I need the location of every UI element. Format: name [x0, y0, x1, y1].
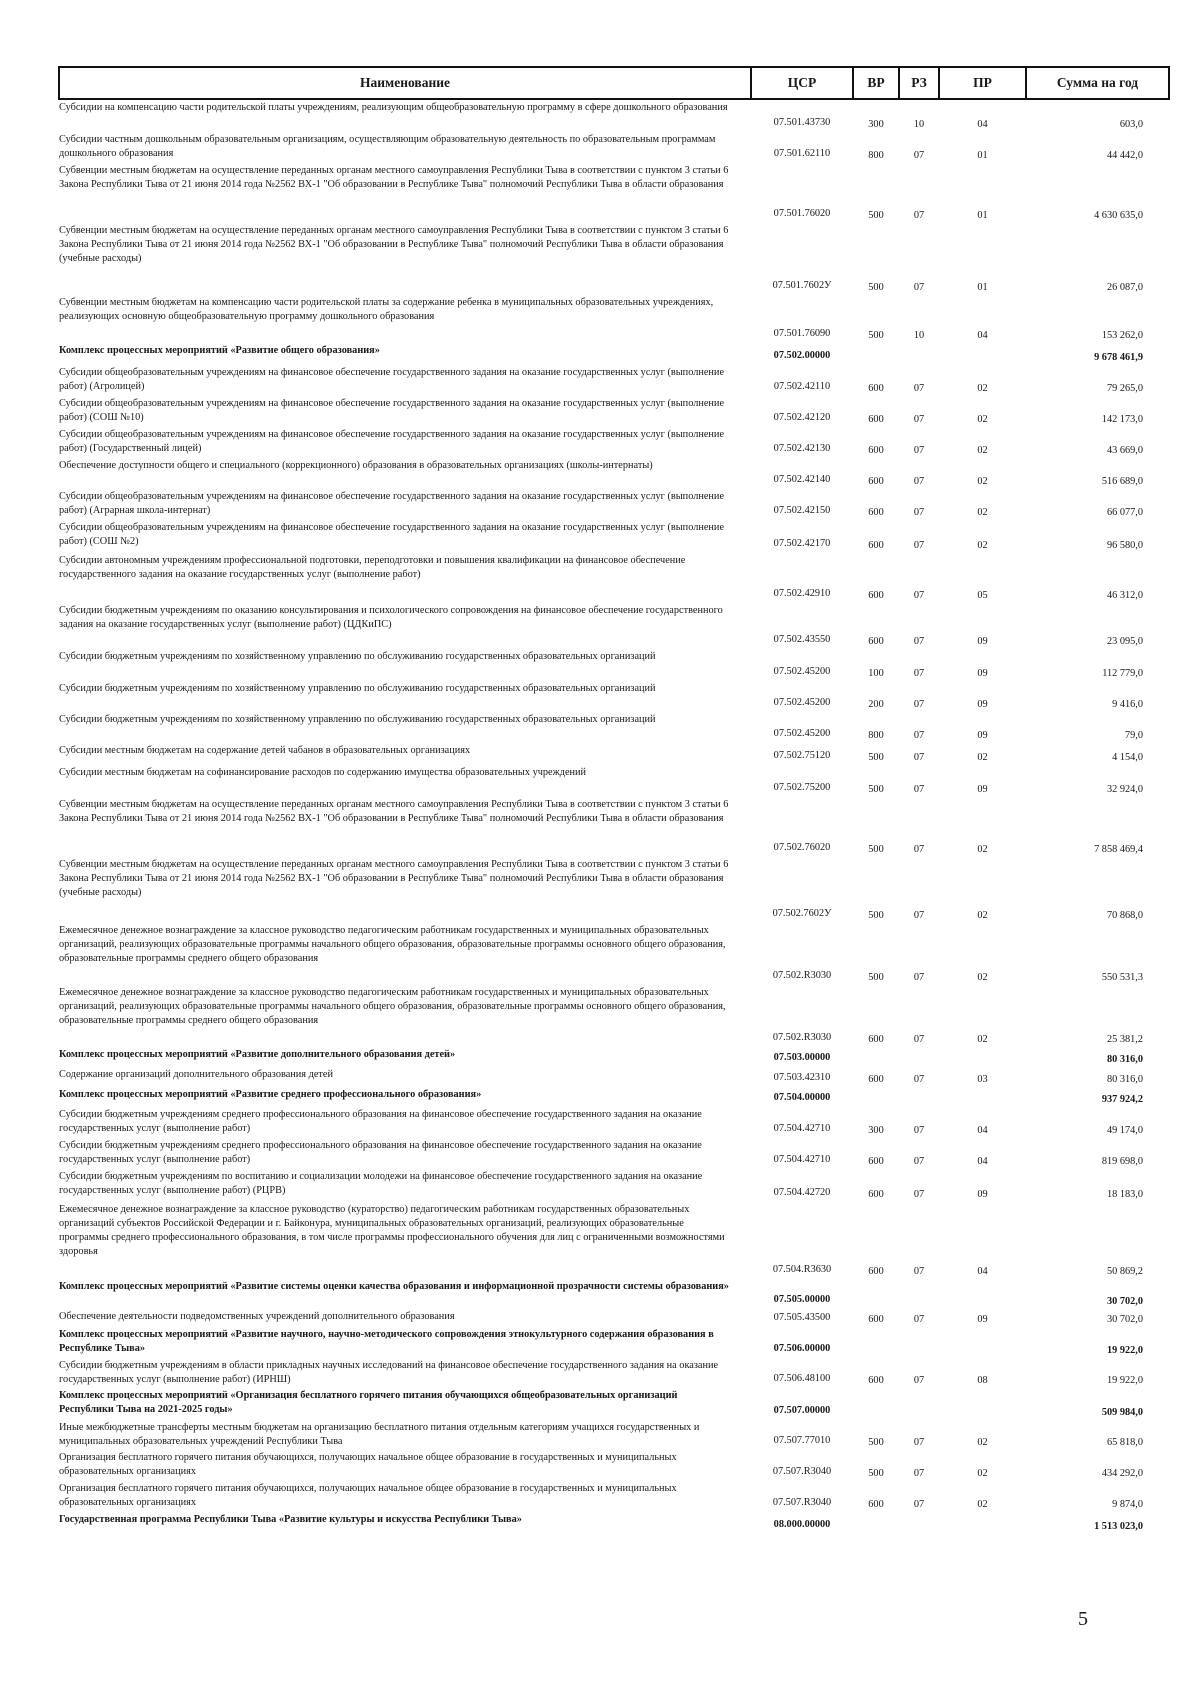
cell-csr: 07.504.42720: [773, 1187, 831, 1198]
cell-pr: 09: [977, 1189, 988, 1200]
table-row: [59, 1067, 1169, 1087]
cell-vr: 600: [868, 383, 884, 394]
cell-csr: 07.501.62110: [773, 148, 831, 159]
cell-sum: 9 874,0: [1112, 1499, 1143, 1510]
cell-pr: [939, 1279, 1026, 1309]
cell-pr: 09: [977, 636, 988, 647]
cell-name: Субсидии бюджетным учреждениям по хозяйственному управлению по обслуживанию государственных образовательных организаций: [59, 651, 656, 662]
cell-rz: 07: [913, 1266, 925, 1277]
cell-pr: 04: [977, 330, 988, 341]
cell-rz: 07: [913, 1468, 925, 1479]
header-pr: ПР: [939, 67, 1026, 99]
cell-pr: 09: [977, 668, 988, 679]
cell-vr: 500: [868, 1437, 884, 1448]
cell-pr: 01: [977, 150, 988, 161]
cell-rz: 07: [913, 636, 925, 647]
cell-vr: 600: [868, 507, 884, 518]
header-vr: ВР: [853, 67, 899, 99]
cell-rz: 10: [913, 330, 925, 341]
cell-name: Субвенции местным бюджетам на осуществление переданных органам местного самоуправления Республики Тыва в соответствии с пунктом 3 статьи 6 Закона Республики Тыва от 21 июня 2014 года №2562 ВХ-1 "Об образовании в Республике Тыва" полномочий Республики Тыва в области образования: [59, 799, 729, 824]
cell-name: Содержание организаций дополнительного образования детей: [59, 1069, 333, 1080]
cell-vr: 600: [868, 445, 884, 456]
cell-pr: 02: [977, 910, 988, 921]
cell-vr: 100: [868, 668, 884, 679]
table-row: [59, 765, 1169, 797]
cell-sum: 23 095,0: [1106, 636, 1143, 647]
table-row: [59, 1450, 1169, 1481]
table-row: [59, 1138, 1169, 1169]
cell-rz: 07: [913, 1189, 925, 1200]
cell-vr: 500: [868, 282, 884, 293]
cell-name: Организация бесплатного горячего питания обучающихся, получающих начальное общее образование в государственных и муниципальных образовательных организациях: [59, 1452, 677, 1477]
cell-sum: 44 442,0: [1106, 150, 1143, 161]
cell-vr: [853, 1279, 899, 1309]
table-row: [59, 163, 1169, 223]
cell-pr: 02: [977, 540, 988, 551]
cell-pr: 05: [977, 590, 988, 601]
cell-sum: 79 265,0: [1106, 383, 1143, 394]
cell-pr: 02: [977, 1499, 988, 1510]
cell-pr: 02: [977, 1468, 988, 1479]
table-row: [59, 1202, 1169, 1279]
cell-sum: 49 174,0: [1106, 1125, 1143, 1136]
cell-vr: 600: [868, 476, 884, 487]
cell-name: Субсидии на компенсацию части родительской платы учреждениям, реализующим общеобразовательную программу в сфере дошкольного образования: [59, 102, 728, 113]
table-row: [59, 1358, 1169, 1388]
cell-name: Комплекс процессных мероприятий «Развитие общего образования»: [59, 345, 380, 356]
cell-name: Субсидии автономным учреждениям профессиональной подготовки, переподготовки и повышения квалификации на финансовое обеспечение государственного задания на оказание государственных услуг (выполнение работ): [59, 555, 686, 580]
cell-sum: 79,0: [1124, 730, 1143, 741]
cell-rz: 07: [913, 1074, 925, 1085]
cell-pr: 02: [977, 1437, 988, 1448]
page-number: 5: [1078, 1608, 1088, 1630]
budget-table: [58, 66, 1170, 1534]
document-page: [58, 66, 1168, 1534]
cell-sum: 509 984,0: [1101, 1407, 1143, 1418]
cell-name: Ежемесячное денежное вознаграждение за классное руководство педагогическим работникам государственных и муниципальных образовательных организаций, реализующих образовательные программы начального общего образования, образовательные программы основного общего образования, образовательные программы среднего общего образования: [59, 925, 726, 964]
cell-vr: [853, 343, 899, 365]
cell-rz: 07: [913, 752, 925, 763]
cell-csr: 07.502.42910: [773, 588, 831, 599]
cell-pr: 09: [977, 699, 988, 710]
header-name: Наименование: [59, 67, 751, 99]
cell-sum: 50 869,2: [1106, 1266, 1143, 1277]
cell-pr: 04: [977, 1266, 988, 1277]
cell-vr: 600: [868, 636, 884, 647]
cell-vr: 300: [868, 119, 884, 130]
cell-sum: 1 513 023,0: [1094, 1521, 1143, 1532]
cell-pr: [939, 1327, 1026, 1358]
cell-vr: 600: [868, 1189, 884, 1200]
cell-vr: [853, 1047, 899, 1067]
cell-csr: 07.501.43730: [773, 117, 831, 128]
cell-csr: 07.504.00000: [773, 1092, 831, 1103]
table-row: [59, 553, 1169, 603]
cell-csr: 07.502.43550: [773, 634, 831, 645]
cell-csr: 07.502.75120: [773, 750, 831, 761]
cell-sum: 66 077,0: [1106, 507, 1143, 518]
cell-rz: 07: [913, 507, 925, 518]
cell-rz: [899, 1087, 939, 1107]
cell-sum: 112 779,0: [1102, 668, 1143, 679]
cell-name: Субсидии общеобразовательным учреждениям на финансовое обеспечение государственного задания на оказание государственных услуг (выполнение работ) (Государственный лицей): [59, 429, 725, 454]
cell-csr: 07.505.43500: [773, 1312, 831, 1323]
cell-csr: 07.502.45200: [773, 697, 831, 708]
cell-vr: 500: [868, 910, 884, 921]
table-row: [59, 427, 1169, 458]
cell-csr: 07.502.45200: [773, 728, 831, 739]
section-row: [59, 1087, 1169, 1107]
table-row: [59, 489, 1169, 520]
cell-rz: 07: [913, 699, 925, 710]
cell-sum: 19 922,0: [1106, 1345, 1143, 1356]
cell-name: Субсидии общеобразовательным учреждениям на финансовое обеспечение государственного задания на оказание государственных услуг (выполнение работ) (СОШ №2): [59, 522, 725, 547]
cell-pr: 02: [977, 476, 988, 487]
cell-csr: 07.502.76020: [773, 842, 831, 853]
cell-sum: 25 381,2: [1106, 1034, 1143, 1045]
cell-vr: 800: [868, 150, 884, 161]
cell-name: Субсидии местным бюджетам на содержание детей чабанов в образовательных организациях: [59, 745, 471, 756]
cell-rz: 10: [913, 119, 925, 130]
cell-csr: 07.502.42140: [773, 474, 831, 485]
cell-name: Субсидии общеобразовательным учреждениям на финансовое обеспечение государственного задания на оказание государственных услуг (выполнение работ) (Аграрная школа-интернат): [59, 491, 725, 516]
cell-pr: 02: [977, 844, 988, 855]
cell-rz: 07: [913, 540, 925, 551]
cell-rz: 07: [913, 910, 925, 921]
cell-name: Комплекс процессных мероприятий «Развитие среднего профессионального образования»: [59, 1089, 482, 1100]
cell-sum: 516 689,0: [1101, 476, 1143, 487]
cell-pr: [939, 343, 1026, 365]
cell-name: Субсидии бюджетным учреждениям по оказанию консультирования и психологического сопровождения на финансовое обеспечение государственного задания на оказание государственных услуг (выполнение работ) (ЦДКиПС): [59, 605, 723, 630]
cell-csr: 07.504.42710: [773, 1154, 831, 1165]
cell-pr: 02: [977, 1034, 988, 1045]
cell-vr: [853, 1388, 899, 1420]
section-row: [59, 1388, 1169, 1420]
section-row: [59, 1512, 1169, 1534]
header-rz: РЗ: [899, 67, 939, 99]
cell-vr: 500: [868, 210, 884, 221]
section-row: [59, 1279, 1169, 1309]
table-row: [59, 603, 1169, 649]
cell-csr: 07.502.75200: [773, 782, 831, 793]
cell-pr: 09: [977, 730, 988, 741]
cell-rz: 07: [913, 282, 925, 293]
cell-vr: 600: [868, 1156, 884, 1167]
table-row: [59, 1309, 1169, 1327]
cell-pr: 02: [977, 383, 988, 394]
cell-rz: [899, 1512, 939, 1534]
cell-pr: 01: [977, 282, 988, 293]
cell-pr: 02: [977, 972, 988, 983]
cell-pr: [939, 1512, 1026, 1534]
cell-name: Комплекс процессных мероприятий «Организация бесплатного горячего питания обучающихся общеобразовательных организаций Республики Тыва на 2021-2025 годы»: [59, 1390, 678, 1415]
section-row: [59, 343, 1169, 365]
cell-csr: 08.000.00000: [773, 1519, 831, 1530]
cell-rz: [899, 1388, 939, 1420]
cell-name: Субсидии общеобразовательным учреждениям на финансовое обеспечение государственного задания на оказание государственных услуг (выполнение работ) (Агролицей): [59, 367, 725, 392]
cell-pr: 09: [977, 1314, 988, 1325]
section-row: [59, 1047, 1169, 1067]
cell-name: Субсидии бюджетным учреждениям в области прикладных научных исследований на финансовое обеспечение государственного задания на оказание государственных услуг (выполнение работ) (ИРНШ): [59, 1360, 719, 1385]
cell-csr: 07.502.42120: [773, 412, 831, 423]
table-row: [59, 649, 1169, 681]
cell-rz: 07: [913, 668, 925, 679]
cell-name: Обеспечение доступности общего и специального (коррекционного) образования в образовательных организациях (школы-интернаты): [59, 460, 653, 471]
cell-pr: 01: [977, 210, 988, 221]
cell-sum: 819 698,0: [1101, 1156, 1143, 1167]
cell-sum: 26 087,0: [1106, 282, 1143, 293]
cell-rz: 07: [913, 1034, 925, 1045]
cell-sum: 603,0: [1119, 119, 1143, 130]
cell-name: Субвенции местным бюджетам на осуществление переданных органам местного самоуправления Республики Тыва в соответствии с пунктом 3 статьи 6 Закона Республики Тыва от 21 июня 2014 года №2562 ВХ-1 "Об образовании в Республике Тыва" полномочий Республики Тыва в области образования (учебные расходы): [59, 225, 729, 264]
cell-vr: 600: [868, 1034, 884, 1045]
cell-csr: 07.507.00000: [773, 1405, 831, 1416]
cell-name: Субсидии бюджетным учреждениям по хозяйственному управлению по обслуживанию государственных образовательных организаций: [59, 683, 656, 694]
cell-csr: 07.505.00000: [773, 1294, 831, 1305]
cell-csr: 07.502.42110: [773, 381, 831, 392]
cell-sum: 4 154,0: [1112, 752, 1143, 763]
cell-name: Обеспечение деятельности подведомственных учреждений дополнительного образования: [59, 1311, 455, 1322]
cell-vr: 500: [868, 1468, 884, 1479]
cell-sum: 9 678 461,9: [1094, 352, 1143, 363]
cell-rz: 07: [913, 1499, 925, 1510]
table-row: [59, 712, 1169, 743]
table-row: [59, 223, 1169, 295]
cell-name: Комплекс процессных мероприятий «Развитие дополнительного образования детей»: [59, 1049, 456, 1060]
cell-rz: 07: [913, 476, 925, 487]
cell-name: Организация бесплатного горячего питания обучающихся, получающих начальное общее образование в государственных и муниципальных образовательных организациях: [59, 1483, 677, 1508]
cell-vr: [853, 1327, 899, 1358]
cell-rz: [899, 1047, 939, 1067]
cell-name: Субсидии бюджетным учреждениям по хозяйственному управлению по обслуживанию государственных образовательных организаций: [59, 714, 656, 725]
cell-vr: 500: [868, 784, 884, 795]
cell-name: Ежемесячное денежное вознаграждение за классное руководство (кураторство) педагогическим работникам государственных образовательных организаций субъектов Российской Федерации и г. Байконура, муниципальных образовательных организаций, реализующих образовательные программы среднего профессионального образования, в том числе программы профессионального обучения для лиц с ограниченными возможностями здоровья: [59, 1204, 725, 1257]
cell-sum: 70 868,0: [1106, 910, 1143, 921]
cell-csr: 07.507.R3040: [772, 1497, 832, 1508]
table-body: [59, 99, 1169, 1534]
cell-name: Субсидии бюджетным учреждениям по воспитанию и социализации молодежи на финансовое обеспечение государственного задания на оказание государственных услуг (выполнение работ) (РЦРВ): [59, 1171, 703, 1196]
cell-name: Государственная программа Республики Тыва «Развитие культуры и искусства Республики Тыва»: [59, 1514, 522, 1525]
cell-pr: 02: [977, 752, 988, 763]
cell-rz: 07: [913, 1156, 925, 1167]
cell-rz: [899, 1279, 939, 1309]
cell-pr: 04: [977, 1125, 988, 1136]
cell-pr: [939, 1388, 1026, 1420]
cell-name: Субвенции местным бюджетам на компенсацию части родительской платы за содержание ребенка в муниципальных образовательных учреждениях, реализующих основную общеобразовательную программу дошкольного образования: [59, 297, 714, 322]
cell-vr: 600: [868, 1314, 884, 1325]
cell-csr: 07.502.00000: [773, 350, 831, 361]
cell-sum: 32 924,0: [1106, 784, 1143, 795]
section-row: [59, 1327, 1169, 1358]
header-csr: ЦСР: [751, 67, 853, 99]
cell-name: Субсидии бюджетным учреждениям среднего профессионального образования на финансовое обеспечение государственного задания на оказание государственных услуг (выполнение работ): [59, 1109, 702, 1134]
cell-name: Ежемесячное денежное вознаграждение за классное руководство педагогическим работникам государственных и муниципальных образовательных организаций, реализующих образовательные программы начального общего образования, образовательные программы основного общего образования, образовательные программы среднего общего образования: [59, 987, 726, 1026]
cell-csr: 07.507.R3040: [772, 1466, 832, 1477]
table-row: [59, 99, 1169, 132]
table-row: [59, 132, 1169, 163]
table-row: [59, 396, 1169, 427]
cell-vr: 500: [868, 972, 884, 983]
table-row: [59, 458, 1169, 489]
cell-pr: 03: [977, 1074, 988, 1085]
cell-name: Комплекс процессных мероприятий «Развитие системы оценки качества образования и информационной прозрачности системы образования»: [59, 1281, 729, 1292]
cell-rz: 07: [913, 1375, 925, 1386]
cell-csr: 07.502.42130: [773, 443, 831, 454]
cell-name: Субсидии местным бюджетам на софинансирование расходов по содержанию имущества образовательных учреждений: [59, 767, 587, 778]
cell-pr: 02: [977, 445, 988, 456]
cell-csr: 07.506.00000: [773, 1343, 831, 1354]
header-sum: Сумма на год: [1026, 67, 1169, 99]
cell-name: Субсидии общеобразовательным учреждениям на финансовое обеспечение государственного задания на оказание государственных услуг (выполнение работ) (СОШ №10): [59, 398, 725, 423]
cell-csr: 07.504.42710: [773, 1123, 831, 1134]
cell-name: Субсидии частным дошкольным образовательным организациям, осуществляющим образовательную деятельность по образовательным программам дошкольного образования: [59, 134, 716, 159]
cell-csr: 07.507.77010: [773, 1435, 831, 1446]
cell-pr: 02: [977, 414, 988, 425]
cell-csr: 07.502.7602У: [772, 908, 832, 919]
table-row: [59, 923, 1169, 985]
cell-csr: 07.502.R3030: [772, 1032, 832, 1043]
table-row: [59, 365, 1169, 396]
cell-vr: 200: [868, 699, 884, 710]
cell-name: Комплекс процессных мероприятий «Развитие научного, научно-методического сопровождения этнокультурного содержания образования в Республике Тыва»: [59, 1329, 714, 1354]
cell-name: Субвенции местным бюджетам на осуществление переданных органам местного самоуправления Республики Тыва в соответствии с пунктом 3 статьи 6 Закона Республики Тыва от 21 июня 2014 года №2562 ВХ-1 "Об образовании в Республике Тыва" полномочий Республики Тыва в области образования (учебные расходы): [59, 859, 729, 898]
cell-vr: 600: [868, 1375, 884, 1386]
cell-rz: 07: [913, 150, 925, 161]
cell-csr: 07.501.7602У: [772, 280, 832, 291]
table-row: [59, 857, 1169, 923]
table-header: [59, 67, 1169, 99]
cell-rz: 07: [913, 414, 925, 425]
cell-sum: 937 924,2: [1101, 1094, 1143, 1105]
cell-vr: 600: [868, 590, 884, 601]
cell-sum: 153 262,0: [1101, 330, 1143, 341]
cell-rz: 07: [913, 730, 925, 741]
cell-csr: 07.503.42310: [773, 1072, 831, 1083]
cell-csr: 07.506.48100: [773, 1373, 831, 1384]
cell-rz: 07: [913, 1125, 925, 1136]
cell-sum: 30 702,0: [1106, 1314, 1143, 1325]
cell-rz: 07: [913, 844, 925, 855]
cell-vr: 300: [868, 1125, 884, 1136]
cell-sum: 18 183,0: [1106, 1189, 1143, 1200]
cell-csr: 07.501.76020: [773, 208, 831, 219]
table-row: [59, 295, 1169, 343]
cell-sum: 19 922,0: [1106, 1375, 1143, 1386]
cell-vr: 800: [868, 730, 884, 741]
cell-rz: 07: [913, 1437, 925, 1448]
cell-sum: 9 416,0: [1112, 699, 1143, 710]
cell-pr: 04: [977, 1156, 988, 1167]
cell-rz: 07: [913, 972, 925, 983]
cell-vr: 500: [868, 844, 884, 855]
cell-csr: 07.502.42170: [773, 538, 831, 549]
cell-name: Субвенции местным бюджетам на осуществление переданных органам местного самоуправления Республики Тыва в соответствии с пунктом 3 статьи 6 Закона Республики Тыва от 21 июня 2014 года №2562 ВХ-1 "Об образовании в Республике Тыва" полномочий Республики Тыва в области образования: [59, 165, 729, 190]
table-row: [59, 520, 1169, 553]
cell-sum: 4 630 635,0: [1094, 210, 1143, 221]
cell-sum: 65 818,0: [1106, 1437, 1143, 1448]
table-row: [59, 1420, 1169, 1450]
table-row: [59, 797, 1169, 857]
cell-csr: 07.502.R3030: [772, 970, 832, 981]
cell-pr: 04: [977, 119, 988, 130]
cell-sum: 80 316,0: [1106, 1054, 1143, 1065]
cell-sum: 80 316,0: [1106, 1074, 1143, 1085]
cell-vr: 600: [868, 1266, 884, 1277]
cell-sum: 96 580,0: [1106, 540, 1143, 551]
cell-pr: [939, 1087, 1026, 1107]
cell-csr: 07.502.42150: [773, 505, 831, 516]
cell-csr: 07.504.R3630: [772, 1264, 832, 1275]
cell-sum: 43 669,0: [1106, 445, 1143, 456]
cell-rz: 07: [913, 445, 925, 456]
cell-name: Иные межбюджетные трансферты местным бюджетам на организацию бесплатного питания отдельным категориям учащихся государственных и муниципальных образовательных учреждений Республики Тыва: [59, 1422, 700, 1447]
cell-vr: 500: [868, 330, 884, 341]
cell-vr: 600: [868, 414, 884, 425]
cell-csr: 07.501.76090: [773, 328, 831, 339]
cell-rz: 07: [913, 784, 925, 795]
cell-vr: 500: [868, 752, 884, 763]
cell-pr: 09: [977, 784, 988, 795]
cell-rz: 07: [913, 1314, 925, 1325]
cell-vr: 600: [868, 1074, 884, 1085]
cell-rz: [899, 343, 939, 365]
cell-rz: 07: [913, 383, 925, 394]
cell-sum: 434 292,0: [1101, 1468, 1143, 1479]
table-row: [59, 743, 1169, 765]
cell-sum: 46 312,0: [1106, 590, 1143, 601]
cell-pr: [939, 1047, 1026, 1067]
cell-vr: 600: [868, 540, 884, 551]
cell-rz: [899, 1327, 939, 1358]
cell-rz: 07: [913, 590, 925, 601]
cell-csr: 07.502.45200: [773, 666, 831, 677]
cell-csr: 07.503.00000: [773, 1052, 831, 1063]
table-row: [59, 1169, 1169, 1202]
cell-sum: 142 173,0: [1101, 414, 1143, 425]
table-row: [59, 681, 1169, 712]
table-row: [59, 1481, 1169, 1512]
cell-vr: [853, 1512, 899, 1534]
cell-sum: 550 531,3: [1101, 972, 1143, 983]
table-row: [59, 985, 1169, 1047]
cell-sum: 30 702,0: [1106, 1296, 1143, 1307]
cell-name: Субсидии бюджетным учреждениям среднего профессионального образования на финансовое обеспечение государственного задания на оказание государственных услуг (выполнение работ): [59, 1140, 702, 1165]
table-row: [59, 1107, 1169, 1138]
cell-sum: 7 858 469,4: [1094, 844, 1143, 855]
cell-pr: 08: [977, 1375, 988, 1386]
cell-pr: 02: [977, 507, 988, 518]
cell-vr: 600: [868, 1499, 884, 1510]
cell-rz: 07: [913, 210, 925, 221]
cell-vr: [853, 1087, 899, 1107]
